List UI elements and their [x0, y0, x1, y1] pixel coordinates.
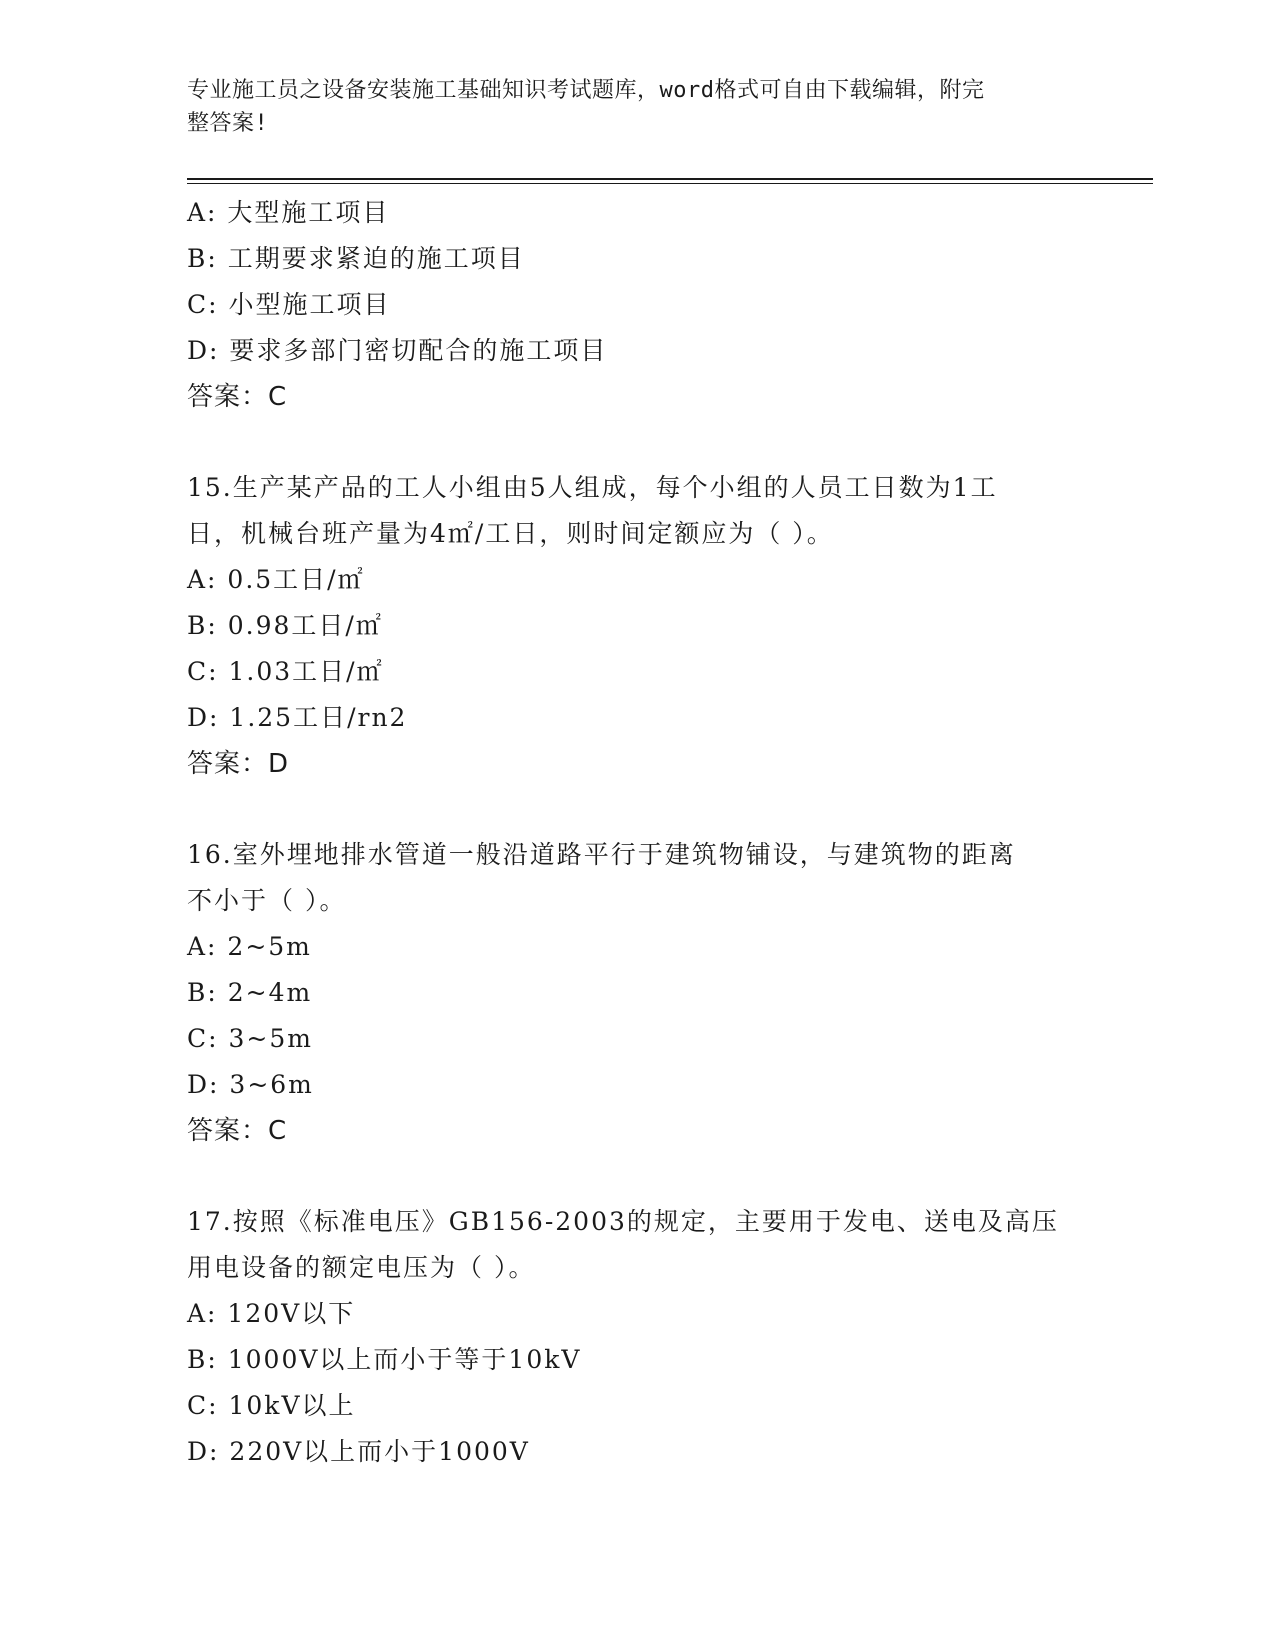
question-stem-line: 16.室外埋地排水管道一般沿道路平行于建筑物铺设，与建筑物的距离 [187, 840, 1016, 869]
question-16 [187, 832, 1087, 1154]
option-c: C: 小型施工项目 [187, 290, 391, 319]
option-c: C: 3~5m [187, 1024, 313, 1053]
option-c: C: 10kV以上 [187, 1391, 356, 1420]
header-title-line-2: 整答案! [187, 111, 269, 136]
question-stem-line: 用电设备的额定电压为（ ）。 [187, 1253, 536, 1282]
option-d: D: 220V以上而小于1000V [187, 1437, 530, 1466]
answer-line: 答案：C [187, 382, 288, 412]
option-a: A: 120V以下 [187, 1299, 356, 1328]
option-a: A: 2~5m [187, 932, 312, 961]
option-b: B: 1000V以上而小于等于10kV [187, 1345, 582, 1374]
header-divider-thin [187, 183, 1153, 184]
option-a: A: 大型施工项目 [187, 198, 390, 227]
question-stem-line: 15.生产某产品的工人小组由5人组成，每个小组的人员工日数为1工 [187, 473, 998, 502]
option-d: D: 1.25工日/rn2 [187, 703, 408, 732]
question-list [187, 190, 1087, 1475]
question-stem-line: 17.按照《标准电压》GB156-2003的规定，主要用于发电、送电及高压 [187, 1207, 1059, 1236]
option-d: D: 要求多部门密切配合的施工项目 [187, 336, 608, 365]
option-c: C: 1.03工日/㎡ [187, 657, 384, 686]
option-b: B: 工期要求紧迫的施工项目 [187, 244, 525, 273]
question-17 [187, 1199, 1087, 1475]
option-b: B: 2~4m [187, 978, 313, 1007]
question-stem-line: 日，机械台班产量为4㎡/工日，则时间定额应为（ ）。 [187, 519, 834, 548]
header-divider-thick [187, 178, 1153, 180]
question-15 [187, 465, 1087, 787]
option-b: B: 0.98工日/㎡ [187, 611, 383, 640]
document-header [187, 74, 1067, 140]
answer-line: 答案：C [187, 1116, 288, 1146]
question-stem-line: 不小于（ ）。 [187, 886, 347, 915]
option-a: A: 0.5工日/㎡ [187, 565, 365, 594]
option-d: D: 3~6m [187, 1070, 314, 1099]
answer-line: 答案：D [187, 749, 290, 779]
header-title-line-1: 专业施工员之设备安装施工基础知识考试题库，word格式可自由下载编辑，附完 [187, 78, 985, 103]
question-14-continued [187, 190, 1087, 420]
